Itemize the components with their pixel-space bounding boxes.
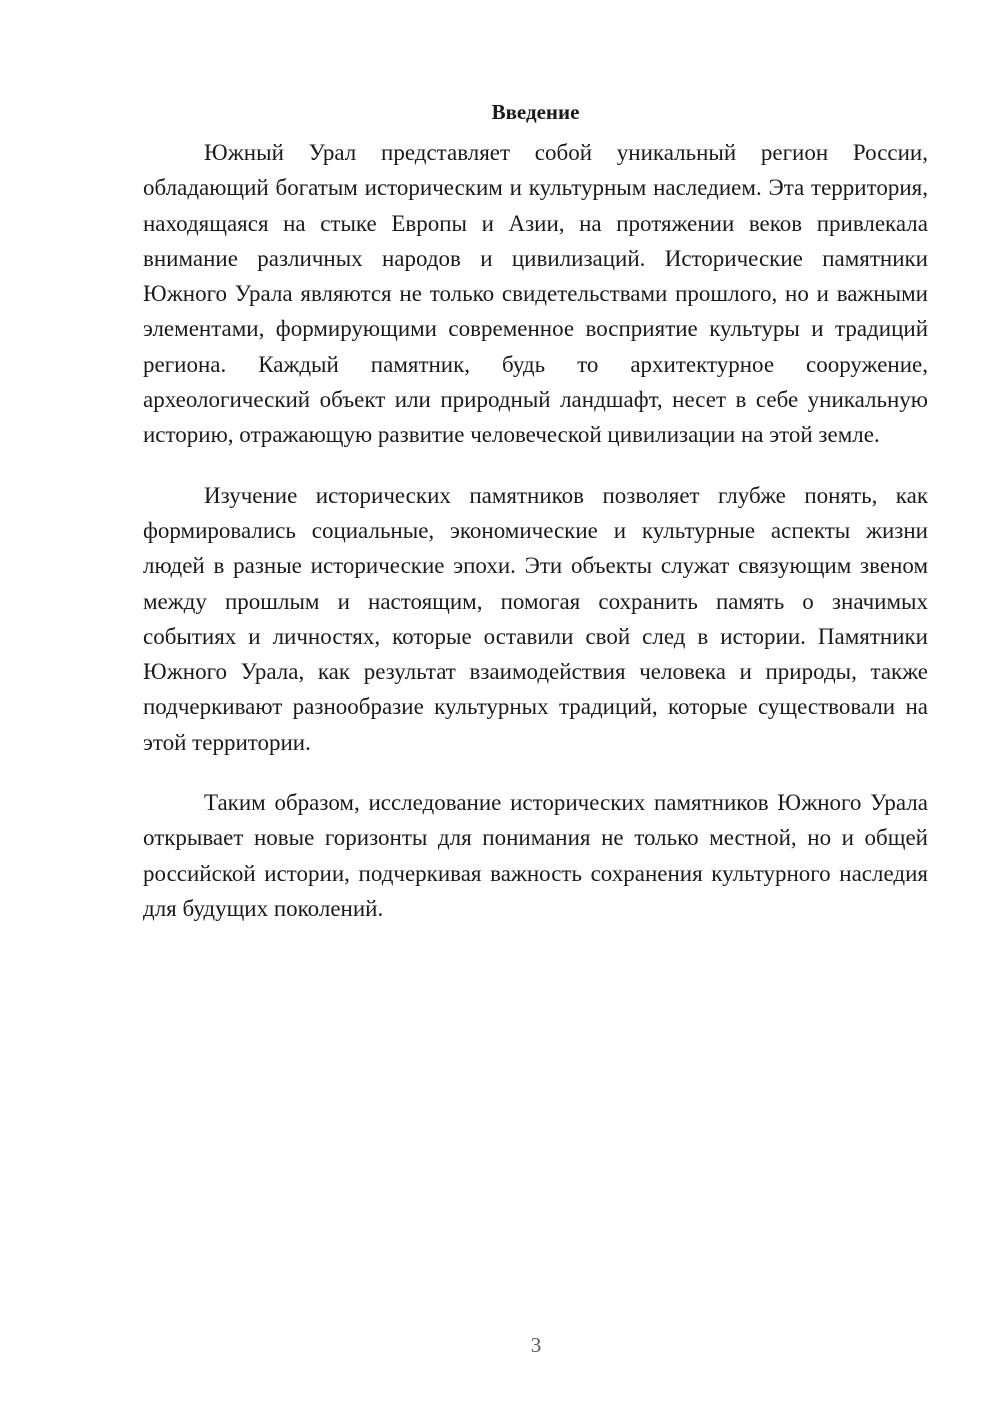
page-number: 3: [530, 1333, 542, 1357]
paragraph-2: Изучение исторических памятников позволяет глубже понять, как формировались социальные, экономические и культурные аспекты жизни людей в разные исторические эпохи. Эти объекты служат связующим звеном между прошлым и настоящим, помогая сохранить память о значимых событиях и личностях, которые оставили свой след в истории. Памятники Южного Урала, как результат взаимодействия человека и природы, также подчеркивают разнообразие культурных традиций, которые существовали на этой территории.: [143, 482, 928, 755]
page-body: [143, 95, 928, 951]
paragraph-3: Таким образом, исследование исторических памятников Южного Урала открывает новые горизонты для понимания не только местной, но и общей российской истории, подчеркивая важность сохранения культурного наследия для будущих поколений.: [143, 790, 928, 921]
page-heading: Введение: [491, 100, 580, 124]
paragraph-1: Южный Урал представляет собой уникальный регион России, обладающий богатым историческим и культурным наследием. Эта территория, находящаяся на стыке Европы и Азии, на протяжении веков привлекала внимание различных народов и цивилизаций. Исторические памятники Южного Урала являются не только свидетельствами прошлого, но и важными элементами, формирующими современное восприятие культуры и традиций региона. Каждый памятник, будь то архитектурное сооружение, археологический объект или природный ландшафт, несет в себе уникальную историю, отражающую развитие человеческой цивилизации на этой земле.: [143, 140, 928, 448]
